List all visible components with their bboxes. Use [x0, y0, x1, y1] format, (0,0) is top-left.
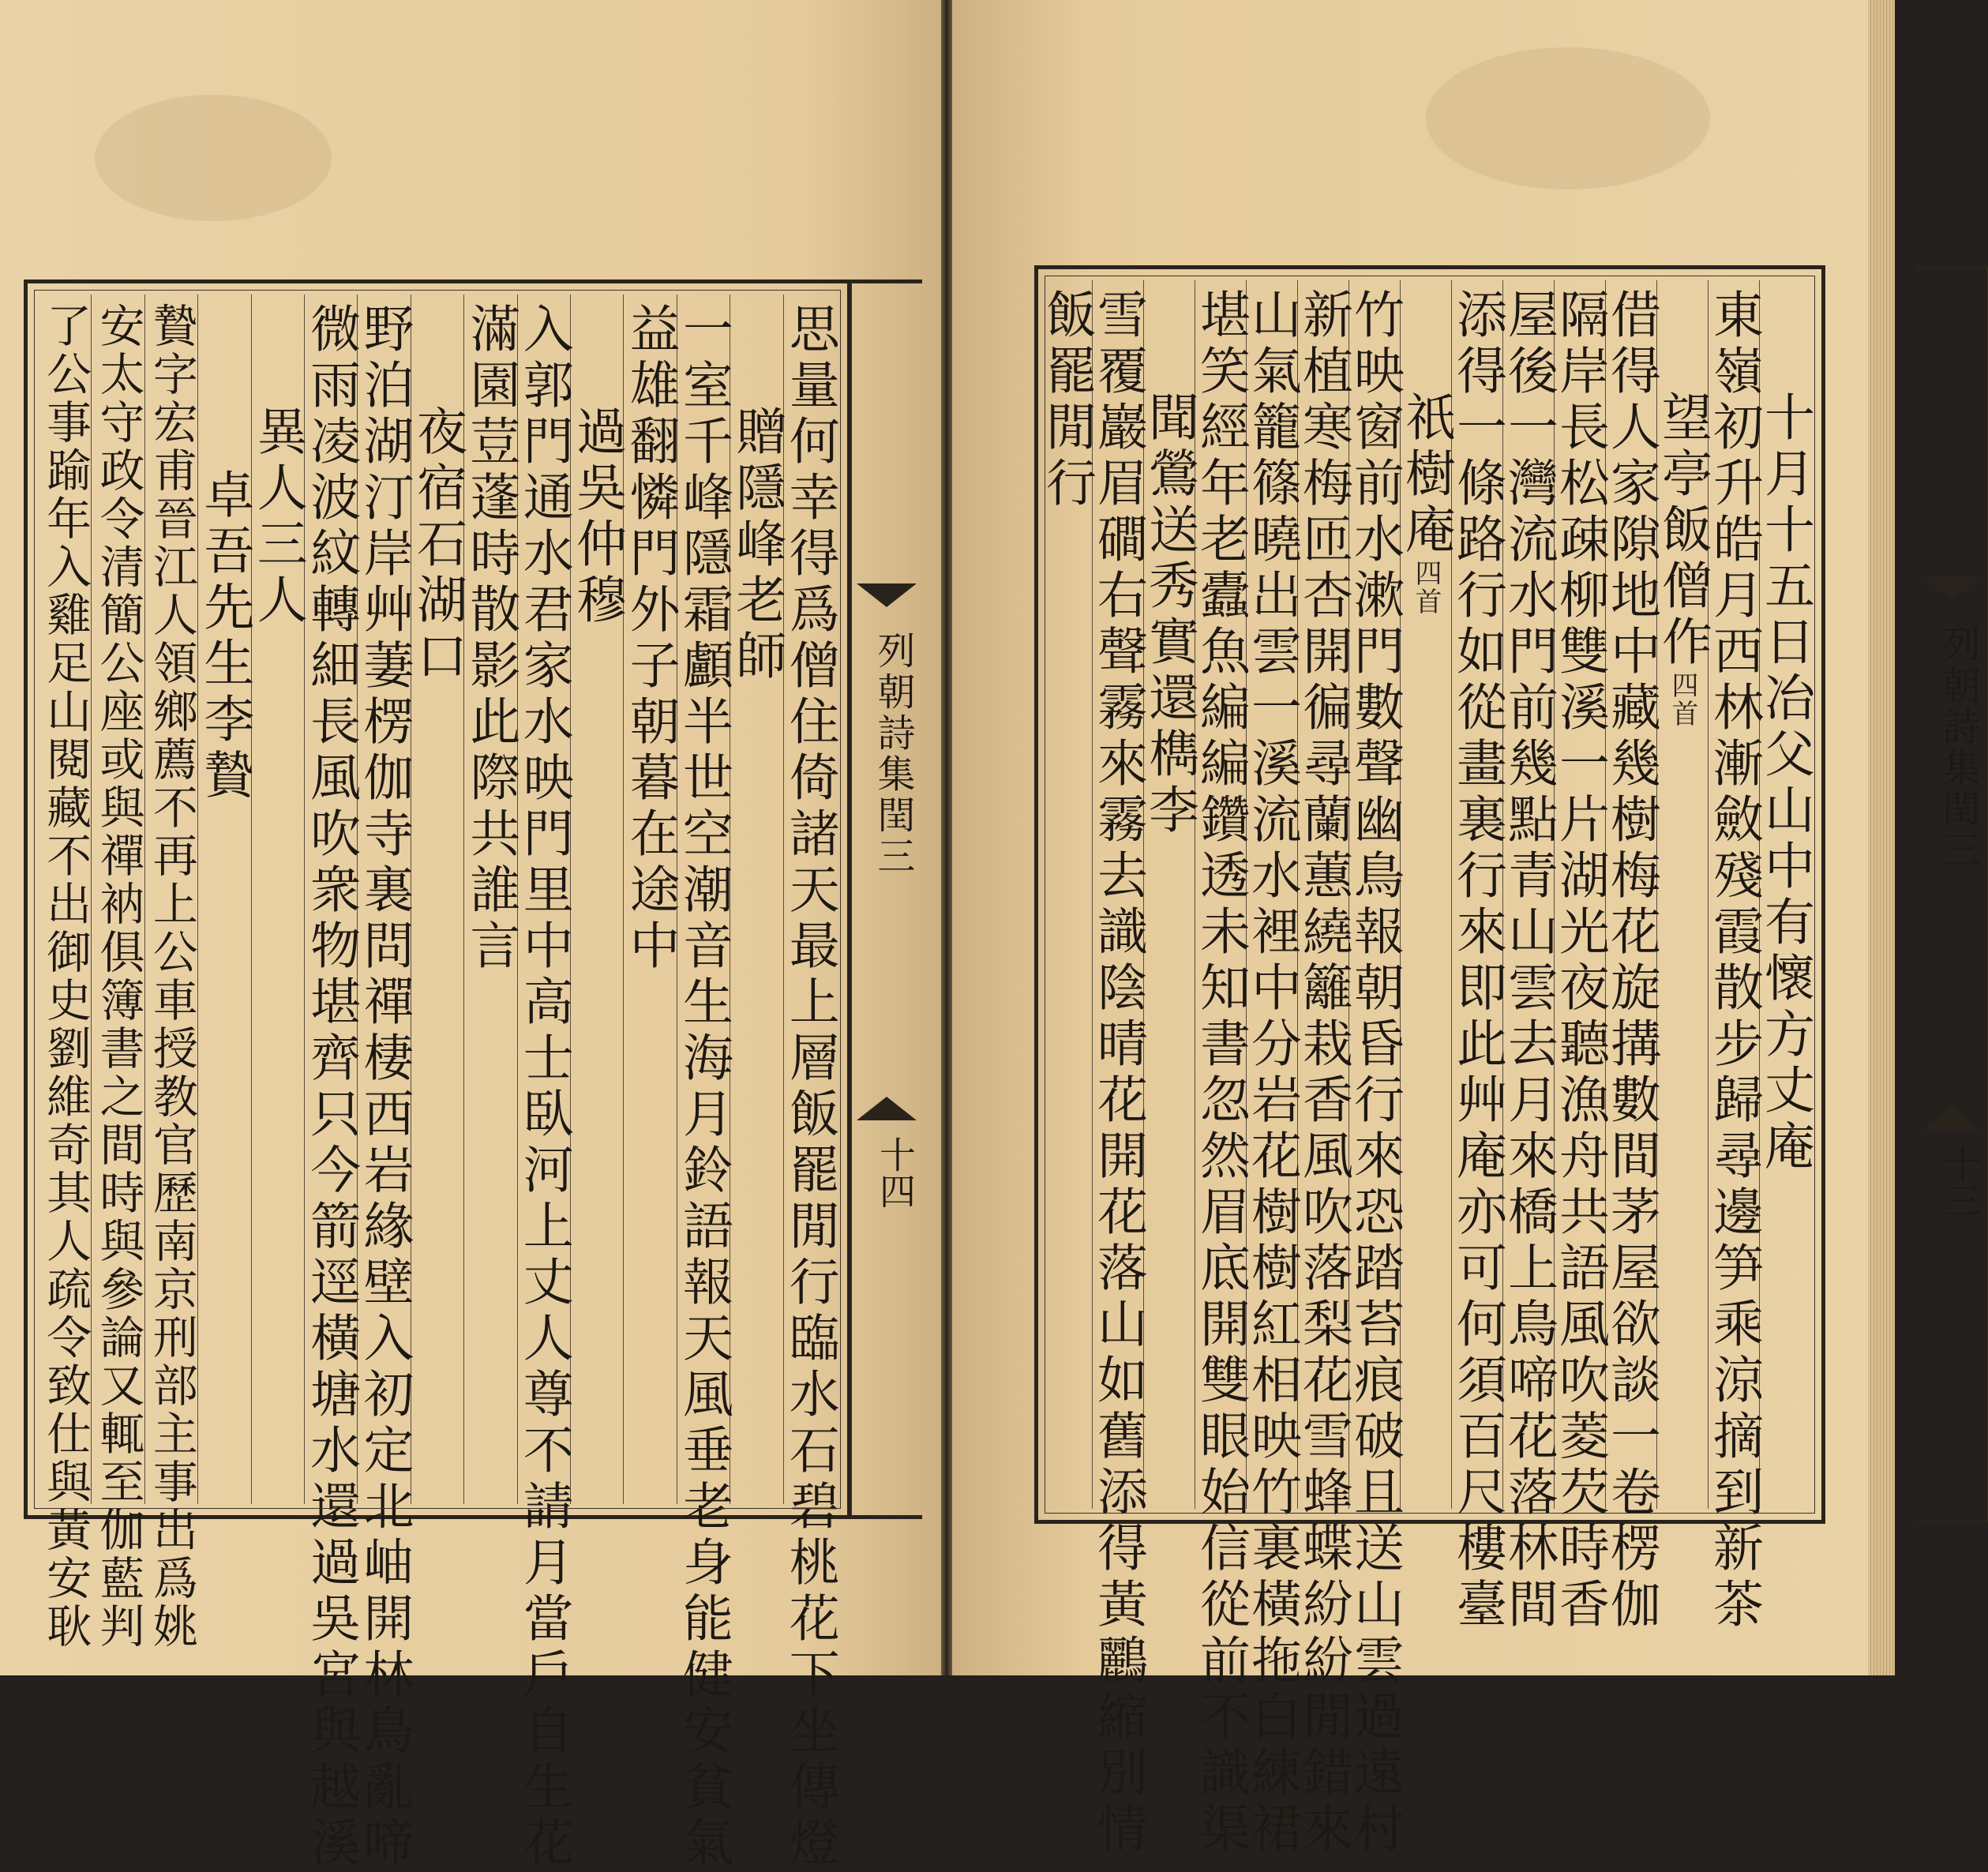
text-column — [1448, 280, 1506, 1634]
fish-tail-mark-icon — [857, 1097, 917, 1120]
text-column — [1397, 280, 1455, 1509]
text-column — [1089, 280, 1147, 1858]
text-column — [1243, 280, 1301, 1858]
column-text: 竹映窗前水漱門數聲幽鳥報朝昏行來恐踏苔痕破且送山雲過遠村 — [1345, 288, 1404, 1858]
verse-line — [780, 294, 839, 1872]
left-fold-title: 列朝詩集閏三 — [871, 631, 915, 877]
text-column — [621, 294, 680, 1504]
column-text: 飯罷閒行 — [1037, 288, 1096, 512]
verse-line — [1448, 280, 1506, 1634]
left-centerfold — [851, 279, 922, 1519]
poem-title — [1140, 280, 1198, 839]
text-column — [1602, 280, 1660, 1634]
column-text: 望亭飯僧作 — [1653, 391, 1712, 671]
verse-line — [1551, 280, 1609, 1634]
column-text: 了公事踰年入雞足山閱藏不出御史劉維奇其人疏令致仕與黃安耿 — [39, 302, 92, 1651]
fish-tail-mark-icon — [857, 583, 917, 607]
column-text: 微雨凌波紋轉細長風吹衆物堪齊只今箭逕橫塘水還過吳宮與越溪 — [302, 302, 361, 1872]
text-column — [461, 294, 520, 1504]
verse-line — [514, 294, 573, 1872]
poem-title — [195, 294, 254, 805]
text-column — [568, 294, 627, 1504]
text-column — [1345, 280, 1404, 1858]
verse-line — [1243, 280, 1301, 1858]
left-page-number: 十四 — [874, 1136, 917, 1209]
column-text: 贈隱峰老師 — [727, 405, 786, 685]
column-text: 借得人家隙地中藏幾樹梅花旋搆數間茅屋欲談一卷楞伽 — [1602, 288, 1660, 1634]
column-text: 十月十五日冶父山中有懷方丈庵 — [1756, 391, 1814, 1176]
right-page-number: 十三 — [1939, 1146, 1982, 1218]
poem-title — [1653, 280, 1712, 728]
verse-line — [621, 294, 680, 975]
verse-line — [354, 294, 414, 1872]
text-column — [1551, 280, 1609, 1634]
column-text: 祇樹庵 — [1397, 391, 1455, 559]
column-text: 安太守政令清簡公座或與禪衲俱簿書之間時與參論又輒至伽藍判 — [92, 302, 145, 1651]
column-text: 夜宿石湖口 — [407, 405, 467, 685]
poem-title — [727, 294, 786, 685]
text-column — [302, 294, 361, 1872]
left-text-frame — [24, 279, 851, 1872]
text-column — [407, 294, 467, 1504]
page-edges — [1868, 0, 1895, 1675]
column-text: 卓吾先生李贄 — [195, 468, 254, 805]
text-column — [39, 294, 92, 1651]
text-column — [354, 294, 414, 1872]
right-text-frame — [1034, 265, 1825, 1858]
text-column — [248, 294, 307, 1504]
poem-title — [1397, 280, 1455, 616]
text-column — [195, 294, 254, 1504]
column-text: 聞鶯送秀實還檇李 — [1140, 391, 1198, 839]
column-note: 四首 — [1410, 559, 1442, 616]
text-column — [1191, 280, 1250, 1858]
poem-title — [248, 294, 307, 629]
column-text: 新植寒梅匝杏開徧尋蘭蕙繞籬栽香風吹落梨花雪蜂蝶紛紛閒錯來 — [1294, 288, 1352, 1858]
text-column — [1037, 280, 1096, 1509]
column-text: 堪笑經年老蠹魚編編鑽透未知書忽然眉底開雙眼始信從前不識渠 — [1191, 288, 1250, 1858]
column-text: 異人三人 — [248, 405, 307, 629]
right-fold-title: 列朝詩集閏三 — [1936, 625, 1980, 871]
column-text: 過吳仲穆 — [568, 405, 627, 629]
verse-line — [302, 294, 361, 1872]
text-column — [1705, 280, 1763, 1634]
poem-title — [568, 294, 627, 629]
right-columns — [1037, 280, 1814, 1858]
right-centerfold — [1917, 265, 1988, 1524]
poem-title — [407, 294, 467, 685]
column-text: 益雄翻憐門外子朝暮在途中 — [621, 302, 680, 975]
column-text: 隔岸長松疎柳雙溪一片湖光夜聽漁舟共語風吹菱芡時香 — [1551, 288, 1609, 1634]
paper-stain — [95, 95, 332, 221]
verse-line — [145, 294, 198, 1651]
column-text: 東嶺初升皓月西林漸斂殘霞散步歸尋邊笋乘涼摘到新茶 — [1705, 288, 1763, 1634]
text-column — [514, 294, 573, 1872]
text-column — [673, 294, 733, 1872]
verse-line — [461, 294, 520, 975]
column-text: 屋後一灣流水門前幾點青山雲去月來橋上鳥啼花落林間 — [1499, 288, 1558, 1634]
verse-line — [1602, 280, 1660, 1634]
text-column — [780, 294, 839, 1872]
text-column — [1756, 280, 1814, 1509]
poem-title — [1756, 280, 1814, 1176]
left-page — [0, 0, 941, 1872]
text-column — [92, 294, 145, 1651]
verse-line — [1345, 280, 1404, 1858]
column-text: 贄字宏甫晉江人領鄉薦不再上公車授教官歷南京刑部主事出爲姚 — [145, 302, 198, 1651]
column-text: 山氣籠篠曉出雲一溪流水裡中分岩花樹樹紅相映竹裏橫拖白練裙 — [1243, 288, 1301, 1858]
paper-stain — [1426, 47, 1710, 189]
left-columns — [39, 294, 839, 1872]
column-text: 雪覆巖眉磵右聲霧來霧去識陰晴花開花落山如舊添得黃鸝縮別情 — [1089, 288, 1147, 1858]
verse-line — [1037, 280, 1096, 512]
column-text: 滿園荳蓬時散影此際共誰言 — [461, 302, 520, 975]
text-column — [145, 294, 198, 1651]
verse-line — [92, 294, 145, 1651]
column-text: 思量何幸得爲僧住倚諸天最上層飯罷閒行臨水石碧桃花下坐傳燈 — [780, 302, 839, 1872]
verse-line — [1089, 280, 1147, 1858]
right-page — [952, 0, 1982, 1858]
verse-line — [673, 294, 733, 1872]
text-column — [1294, 280, 1352, 1858]
column-text: 入郭門通水君家水映門里中高士臥河上丈人尊不請月當戶自生花 — [514, 302, 573, 1872]
text-column — [1140, 280, 1198, 1509]
verse-line — [1294, 280, 1352, 1858]
verse-line — [1705, 280, 1763, 1634]
verse-line — [39, 294, 92, 1651]
verse-line — [1499, 280, 1558, 1634]
column-text: 一室千峰隱霜顱半世空潮音生海月鈴語報天風垂老身能健安貧氣 — [673, 302, 733, 1872]
column-text: 野泊湖汀岸艸萋楞伽寺裏問禪棲西岩緣壁入初定北岫開林鳥亂啼 — [354, 302, 414, 1872]
text-column — [1653, 280, 1712, 1509]
text-column — [727, 294, 786, 1504]
verse-line — [1191, 280, 1250, 1858]
column-text: 添得一條路行如從畫裏行來即此艸庵亦可何須百尺樓臺 — [1448, 288, 1506, 1634]
book-gutter — [941, 0, 952, 1675]
fish-tail-mark-icon — [1922, 1106, 1982, 1130]
fish-tail-mark-icon — [1922, 577, 1982, 601]
column-note: 四首 — [1667, 671, 1698, 728]
text-column — [1499, 280, 1558, 1634]
